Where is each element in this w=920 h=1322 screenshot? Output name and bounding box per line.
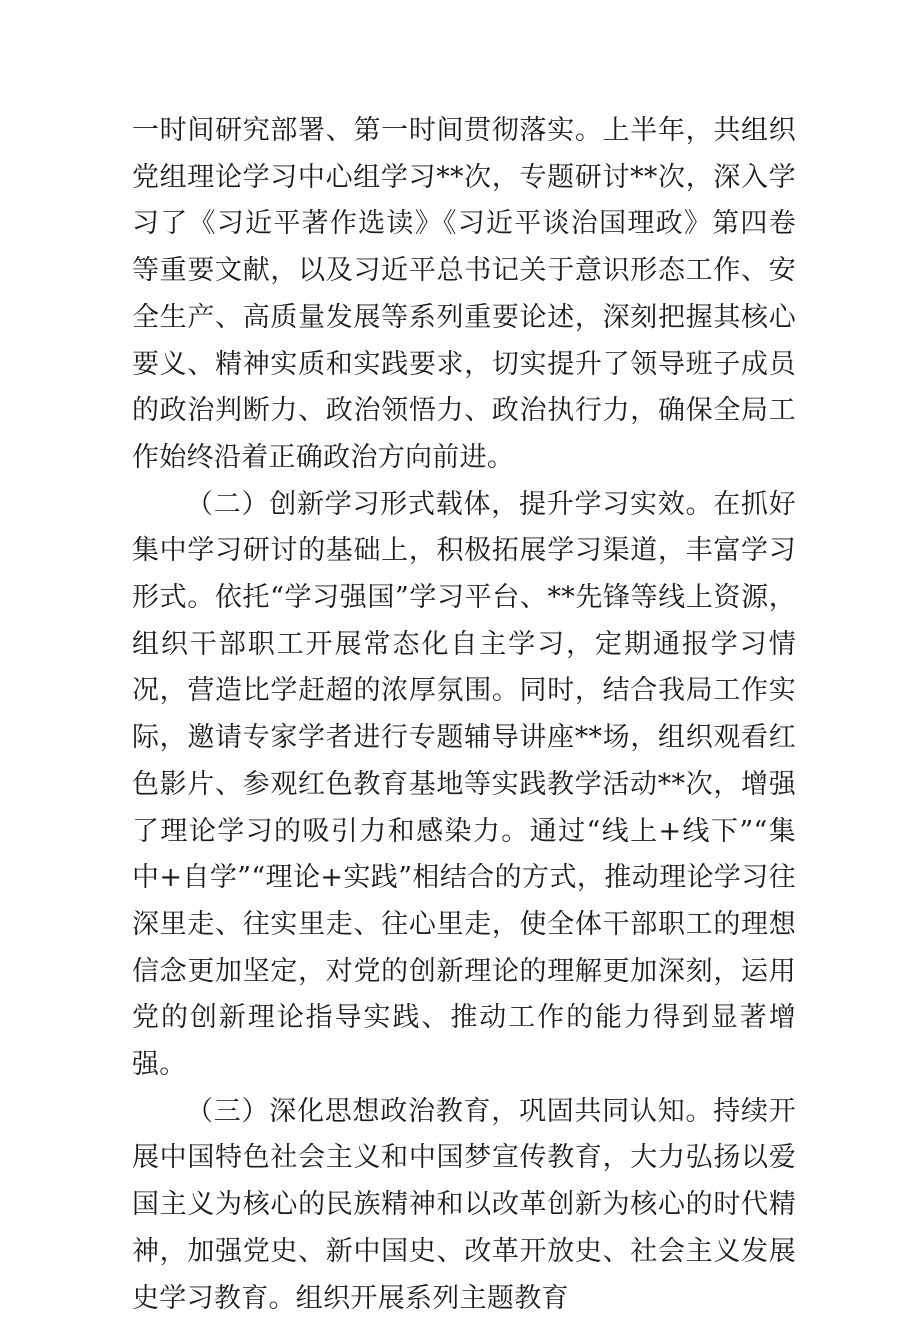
paragraph-continuation: 一时间研究部署、第一时间贯彻落实。上半年，共组织党组理论学习中心组学习**次，专题研讨**次，深入学习了《习近平著作选读》《习近平谈治国理政》第四卷等重要文献，以及习近平总书记关于意识形态工作、安全生产、高质量发展等系列重要论述，深刻把握其核心要义、精神实质和实践要求，切实提升了领导班子成员的政治判断力、政治领悟力、政治执行力，确保全局工作始终沿着正确政治方向前进。 [132, 115, 796, 473]
paragraph-section-two: （二）创新学习形式载体，提升学习实效。在抓好集中学习研讨的基础上，积极拓展学习渠道，丰富学习形式。依托“学习强国”学习平台、**先锋等线上资源，组织干部职工开展常态化自主学习，定期通报学习情况，营造比学赶超的浓厚氛围。同时，结合我局工作实际，邀请专家学者进行专题辅导讲座**场，组织观看红色影片、参观红色教育基地等实践教学活动**次，增强了理论学习的吸引力和感染力。通过“线上+线下”“集中+自学”“理论+实践”相结合的方式，推动理论学习往深里走、往实里走、往心里走，使全体干部职工的理想信念更加坚定，对党的创新理论的理解更加深刻，运用党的创新理论指导实践、推动工作的能力得到显著增强。 [132, 488, 796, 1081]
paragraph-section-three: （三）深化思想政治教育，巩固共同认知。持续开展中国特色社会主义和中国梦宣传教育，大力弘扬以爱国主义为核心的民族精神和以改革创新为核心的时代精神，加强党史、新中国史、改革开放史、社会主义发展史学习教育。组织开展系列主题教育 [132, 1095, 796, 1314]
document-body [132, 108, 796, 1322]
